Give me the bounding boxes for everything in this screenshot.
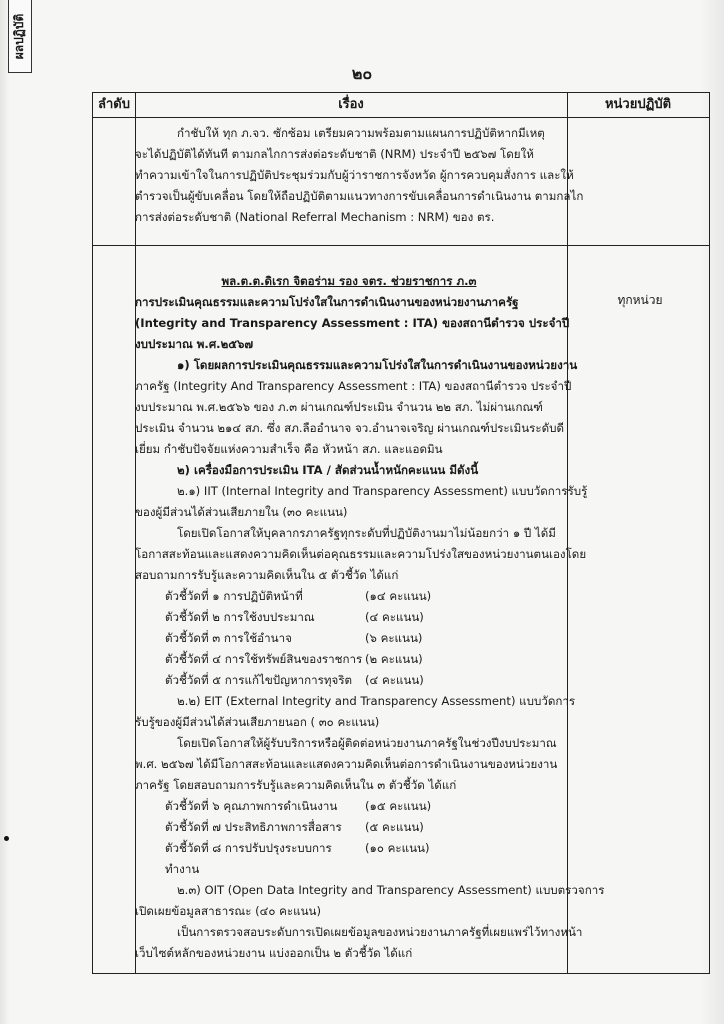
row1-content bbox=[135, 123, 584, 228]
indicator-row bbox=[135, 607, 465, 628]
header-divider bbox=[93, 117, 709, 118]
iit-line: ของผู้มีส่วนได้ส่วนเสียภายใน (๓๐ คะแนน) bbox=[135, 505, 348, 519]
indicator-score: (๖ คะแนน) bbox=[365, 631, 423, 645]
item1-line: ๑) โดยผลการประเมินคุณธรรมและความโปร่งใสในการดำเนินงานของหน่วยงาน bbox=[177, 358, 578, 372]
oit-desc-line: เว็บไซต์หลักของหน่วยงาน แบ่งออกเป็น ๒ ตัวชี้วัด ได้แก่ bbox=[135, 946, 413, 960]
indicator-label: ตัวชี้วัดที่ ๘ การปรับปรุงระบบการทำงาน bbox=[165, 841, 332, 876]
minutes-table bbox=[92, 92, 710, 974]
topic-line: (Integrity and Transparency Assessment : ITA) ของสถานีตำรวจ ประจำปี bbox=[135, 316, 570, 330]
indicator-score: (๑๔ คะแนน) bbox=[365, 589, 432, 603]
indicator-label: ตัวชี้วัดที่ ๗ ประสิทธิภาพการสื่อสาร bbox=[165, 820, 342, 834]
indicator-score: (๔ คะแนน) bbox=[365, 610, 424, 624]
header-subject: เรื่อง bbox=[338, 97, 364, 112]
indicator-score: (๔ คะแนน) bbox=[365, 673, 424, 687]
indicator-score: (๑๕ คะแนน) bbox=[365, 799, 432, 813]
indicator-row bbox=[135, 838, 465, 880]
item1-line: ประเมิน จำนวน ๒๑๔ สภ. ซึ่ง สภ.ลืออำนาจ จว.อำนาจเจริญ ผ่านเกณฑ์ประเมินระดับดี bbox=[135, 421, 565, 435]
iit-desc-line: สอบถามการรับรู้และความคิดเห็นใน ๕ ตัวชี้วัด ได้แก่ bbox=[135, 568, 399, 582]
indicator-label: ตัวชี้วัดที่ ๑ การปฏิบัติหน้าที่ bbox=[165, 589, 303, 603]
row2-unit: ทุกหน่วย bbox=[617, 293, 663, 307]
iit-desc-line: โอกาสสะท้อนและแสดงความคิดเห็นต่อคุณธรรมและความโปร่งใสของหน่วยงานตนเองโดย bbox=[135, 547, 587, 561]
row1-line: กำชับให้ ทุก ภ.จว. ซักซ้อม เตรียมความพร้อมตามแผนการปฏิบัติหากมีเหตุ bbox=[177, 126, 545, 140]
oit-line: เปิดเผยข้อมูลสาธารณะ (๔๐ คะแนน) bbox=[135, 904, 321, 918]
item1-line: งบประมาณ พ.ศ.๒๕๖๖ ของ ภ.๓ ผ่านเกณฑ์ประเมิน จำนวน ๒๒ สภ. ไม่ผ่านเกณฑ์ bbox=[135, 400, 543, 414]
indicator-score: (๒ คะแนน) bbox=[365, 652, 423, 666]
header-unit: หน่วยปฏิบัติ bbox=[604, 97, 672, 112]
indicator-row bbox=[135, 670, 465, 691]
oit-desc-line: เป็นการตรวจสอบระดับการเปิดเผยข้อมูลของหน่วยงานภาครัฐที่เผยแพร่ไว้ทางหน้า bbox=[177, 925, 583, 939]
row1-line: จะได้ปฏิบัติได้ทันที ตามกลไกการส่งต่อระดับชาติ (NRM) ประจำปี ๒๕๖๗ โดยให้ bbox=[135, 147, 534, 161]
binder-tab-label: ผลปฏิบัติ bbox=[12, 13, 27, 59]
iit-line: ๒.๑) IIT (Internal Integrity and Transparency Assessment) แบบวัดการรับรู้ bbox=[177, 484, 588, 498]
indicator-label: ตัวชี้วัดที่ ๔ การใช้ทรัพย์สินของราชการ bbox=[165, 652, 363, 666]
item1-line: ภาครัฐ (Integrity And Transparency Assessment : ITA) ของสถานีตำรวจ ประจำปี bbox=[135, 379, 572, 393]
indicator-row bbox=[135, 586, 465, 607]
indicator-score: (๕ คะแนน) bbox=[365, 820, 424, 834]
speaker-heading: พล.ต.ต.ดิเรก จิตอร่าม รอง จตร. ช่วยราชการ ภ.๓ bbox=[221, 274, 477, 288]
indicator-score: (๑๐ คะแนน) bbox=[365, 841, 430, 855]
eit-desc-line: โดยเปิดโอกาสให้ผู้รับบริการหรือผู้ติดต่อหน่วยงานภาครัฐในช่วงปีงบประมาณ bbox=[177, 736, 557, 750]
row1-line: ทำความเข้าใจในการปฏิบัติประชุมร่วมกับผู้ว่าราชการจังหวัด ผู้การควบคุมสั่งการ และให้ bbox=[135, 168, 574, 182]
eit-desc-line: พ.ศ. ๒๕๖๗ ได้มีโอกาสสะท้อนและแสดงความคิดเห็นต่อการดำเนินงานของหน่วยงาน bbox=[135, 757, 558, 771]
indicator-label: ตัวชี้วัดที่ ๒ การใช้งบประมาณ bbox=[165, 610, 315, 624]
topic-line: การประเมินคุณธรรมและความโปร่งใสในการดำเนินงานของหน่วยงานภาครัฐ bbox=[135, 295, 519, 309]
item1-line: เยี่ยม กำชับปัจจัยแห่งความสำเร็จ คือ หัวหน้า สภ. และแอดมิน bbox=[135, 442, 443, 456]
indicator-row bbox=[135, 796, 465, 817]
iit-desc-line: โดยเปิดโอกาสให้บุคลากรภาครัฐทุกระดับที่ปฏิบัติงานมาไม่น้อยกว่า ๑ ปี ได้มี bbox=[177, 526, 556, 540]
row-divider bbox=[93, 245, 709, 246]
indicator-row bbox=[135, 628, 465, 649]
indicator-row bbox=[135, 817, 465, 838]
indicator-label: ตัวชี้วัดที่ ๓ การใช้อำนาจ bbox=[165, 631, 292, 645]
column-divider-2 bbox=[567, 93, 568, 973]
margin-dot bbox=[4, 836, 9, 841]
page-number: ๒๐ bbox=[351, 64, 373, 83]
eit-desc-line: ภาครัฐ โดยสอบถามการรับรู้และความคิดเห็นใน ๓ ตัวชี้วัด ได้แก่ bbox=[135, 778, 457, 792]
indicator-label: ตัวชี้วัดที่ ๕ การแก้ไขปัญหาการทุจริต bbox=[165, 673, 353, 687]
row1-line: การส่งต่อระดับชาติ (National Referral Mechanism : NRM) ของ ตร. bbox=[135, 210, 495, 224]
row1-line: ตำรวจเป็นผู้ขับเคลื่อน โดยให้ถือปฏิบัติตามแนวทางการขับเคลื่อนการดำเนินงาน ตามกลไก bbox=[135, 189, 584, 203]
oit-line: ๒.๓) OIT (Open Data Integrity and Transparency Assessment) แบบตรวจการ bbox=[177, 883, 605, 897]
item2-title: ๒) เครื่องมือการประเมิน ITA / สัดส่วนน้ำหนักคะแนน มีดังนี้ bbox=[177, 463, 479, 477]
topic-line: งบประมาณ พ.ศ.๒๕๖๗ bbox=[135, 337, 254, 351]
header-order: ลำดับ bbox=[98, 97, 130, 112]
eit-line: ๒.๒) EIT (External Integrity and Transparency Assessment) แบบวัดการ bbox=[177, 694, 576, 708]
indicator-label: ตัวชี้วัดที่ ๖ คุณภาพการดำเนินงาน bbox=[165, 799, 338, 813]
eit-line: รับรู้ของผู้มีส่วนได้ส่วนเสียภายนอก ( ๓๐ คะแนน) bbox=[135, 715, 380, 729]
indicator-row bbox=[135, 649, 465, 670]
row2-content bbox=[135, 271, 605, 964]
